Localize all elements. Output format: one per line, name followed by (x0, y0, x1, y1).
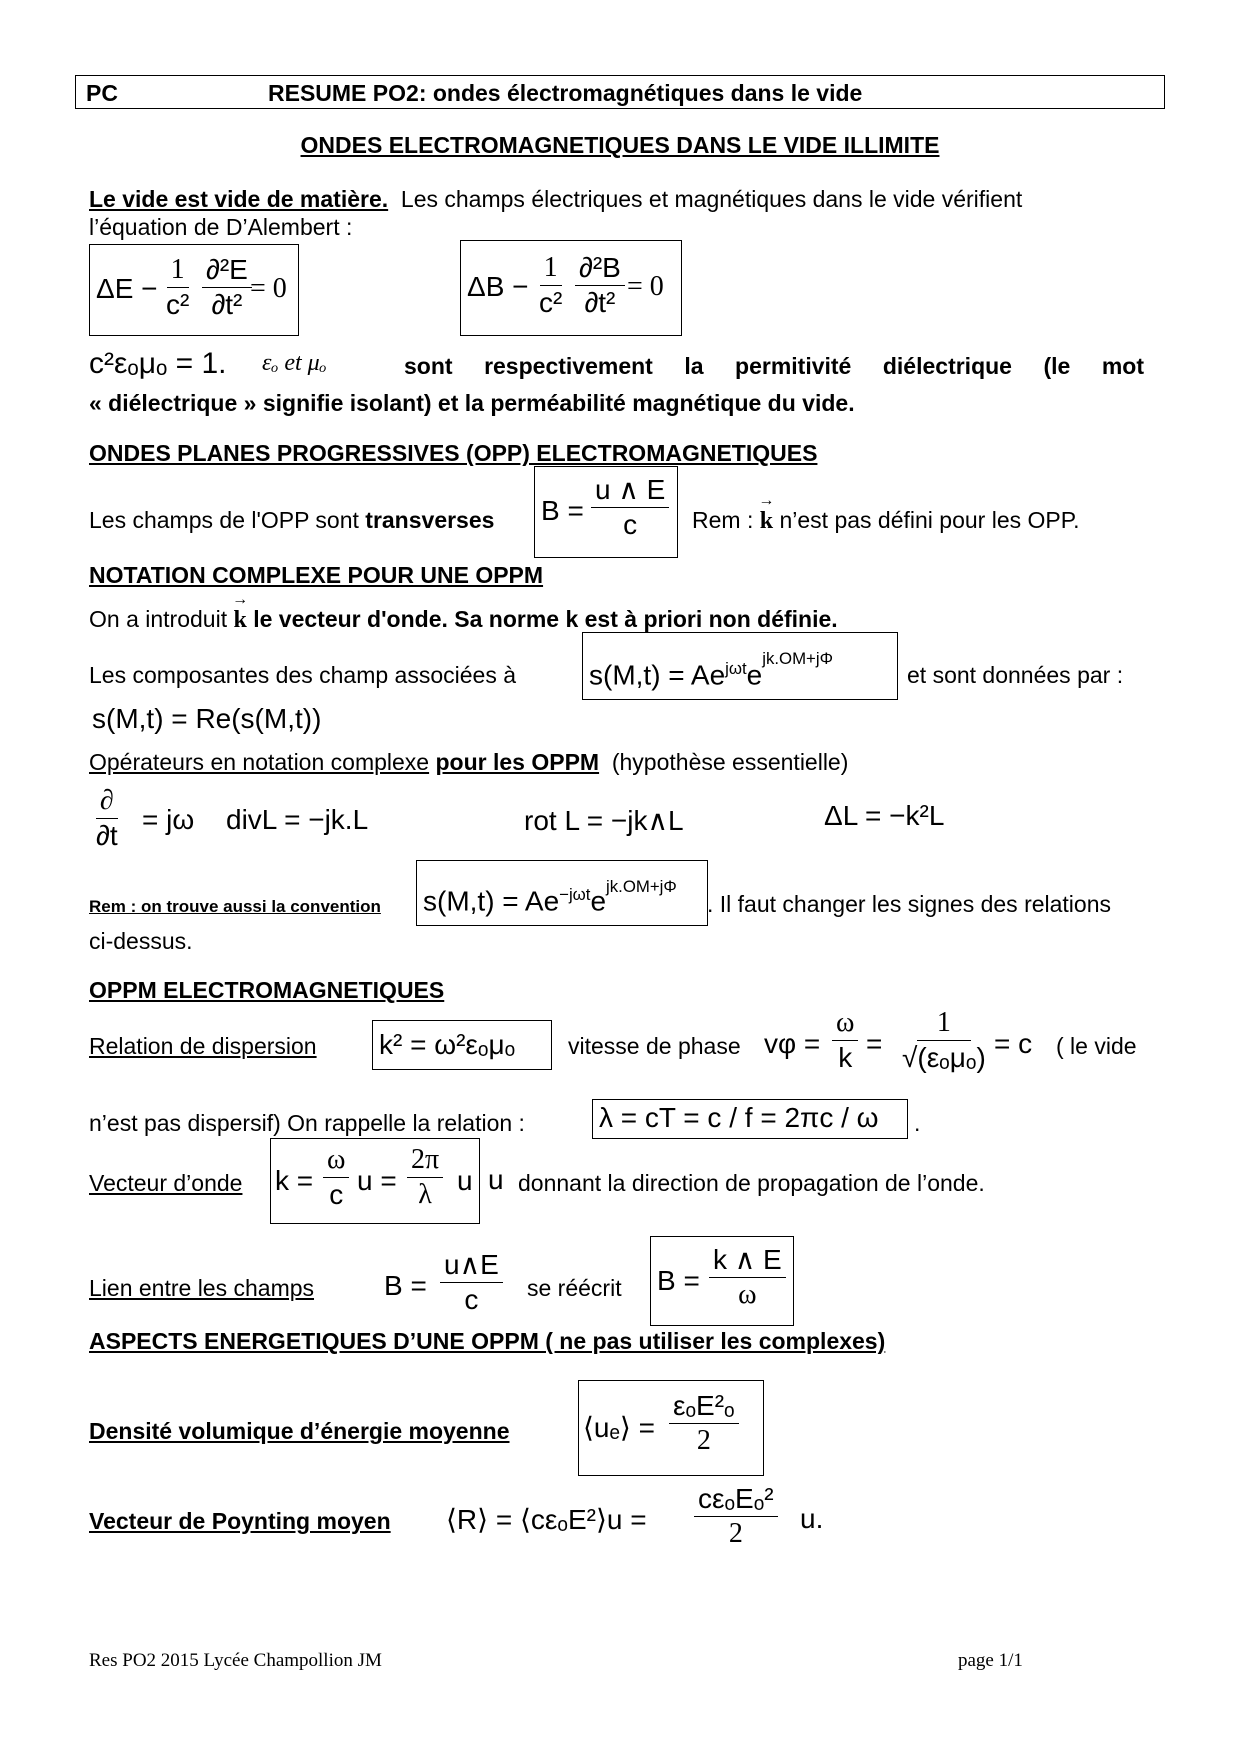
footer-left: Res PO2 2015 Lycée Champollion JM (89, 1650, 382, 1671)
opp-bold: transverses (365, 507, 495, 533)
constants-eq: c²εₒμₒ = 1. (89, 347, 227, 380)
energy-heading: ASPECTS ENERGETIQUES D’UNE OPPM ( ne pas utiliser les complexes) (89, 1328, 886, 1354)
convention-eq-s: s(M,t) = Ae (423, 885, 560, 917)
dalembert-e-lhs-text: ΔE (96, 273, 134, 304)
link-frac (440, 1248, 503, 1317)
density-frac (669, 1389, 739, 1458)
phase-frac2-den: √(εₒμₒ) (902, 1042, 986, 1073)
wave-f1 (323, 1143, 349, 1212)
opp-rem-text: n’est pas défini pour les OPP. (779, 507, 1080, 533)
oppm-line2: n’est pas dispersif) On rappelle la relation : (89, 1110, 525, 1136)
lambda-eq: λ = cT = c / f = 2πc / ω (599, 1102, 879, 1133)
dalembert-e-frac2 (202, 253, 252, 322)
dalembert-e-lhs: ΔE − (96, 273, 158, 304)
link-num: u∧E (440, 1248, 503, 1283)
dalembert-b-lhs: ΔB − (467, 271, 529, 302)
dispersion-label: Relation de dispersion (89, 1033, 317, 1059)
footer-right: page 1/1 (958, 1650, 1023, 1671)
operators-note: (hypothèse essentielle) (611, 749, 849, 775)
dalembert-b-box (460, 240, 682, 336)
dalembert-b-den: c² (539, 287, 563, 318)
phase-frac1 (832, 1006, 858, 1075)
convention-eq (423, 877, 677, 917)
wave-f2-num: 2π (407, 1143, 443, 1178)
link2-eq-box (650, 1236, 794, 1326)
opp-text: Les champs de l'OPP sont (89, 507, 359, 533)
dalembert-b-pnum: ∂²B (575, 251, 625, 286)
convention-eq-e: e (590, 885, 607, 917)
dalembert-b-pden: ∂t² (584, 287, 616, 318)
wave-after-u: u (488, 1164, 504, 1195)
convention-eq-exp2: jk.OM+jΦ (606, 877, 677, 896)
link2-lhs: B = (657, 1265, 700, 1296)
op1-frac (92, 784, 122, 853)
complex-eq-s: s(M,t) = Ae (589, 659, 726, 691)
dalembert-b-frac2 (575, 251, 625, 320)
op1-den: ∂t (96, 820, 118, 851)
wave-label: Vecteur d’onde (89, 1170, 243, 1196)
convention-after2: ci-dessus. (89, 928, 193, 954)
operators-label: Opérateurs en notation complexe (89, 749, 430, 775)
complex-intro (89, 604, 838, 635)
density-lhs: ⟨uₑ⟩ = (583, 1412, 655, 1443)
phase-eq-sign: = (866, 1028, 883, 1059)
density-den: 2 (696, 1425, 711, 1456)
opp-eq-frac (591, 473, 669, 542)
link2-den: ω (738, 1279, 757, 1310)
link-label: Lien entre les champs (89, 1275, 315, 1301)
wave-mid: u = (357, 1165, 397, 1196)
dalembert-e-pnum: ∂²E (202, 253, 252, 288)
phase-frac1-den: k (838, 1042, 853, 1073)
link-lhs: B = (384, 1270, 427, 1301)
convention-eq-box (416, 860, 708, 926)
convention-eq-exp1: −jωt (559, 885, 591, 904)
phase-frac2 (898, 1006, 990, 1075)
poynting-num: cεₒEₒ² (694, 1482, 778, 1517)
opp-eq-box (534, 466, 678, 558)
op4: ΔL = −k²L (824, 800, 945, 831)
complex-eq-exp1: jωt (725, 659, 747, 678)
main-title: ONDES ELECTROMAGNETIQUES DANS LE VIDE ILLIMITE (300, 132, 940, 158)
opp-rem-k: → k (760, 506, 773, 536)
poynting-den: 2 (728, 1518, 743, 1549)
operators-bold: pour les OPPM (435, 749, 600, 775)
header-title: RESUME PO2: ondes électromagnétiques dans le vide (268, 80, 863, 106)
dalembert-e-frac1 (162, 253, 193, 322)
dalembert-e-num: 1 (167, 253, 189, 288)
poynting-lhs: ⟨R⟩ = ⟨cεₒE²⟩u = (446, 1504, 647, 1535)
phase-frac1-num: ω (832, 1006, 858, 1041)
dalembert-b-lhs-text: ΔB (467, 271, 505, 302)
poynting-label: Vecteur de Poynting moyen (89, 1508, 391, 1534)
convention-label: Rem : on trouve aussi la convention (89, 897, 381, 916)
dalembert-e-rhs: = 0 (250, 273, 287, 304)
intro-lead: Le vide est vide de matière. (89, 186, 389, 212)
dalembert-e-box (89, 244, 299, 336)
intro-text1: Les champs électriques et magnétiques dans le vide vérifient (400, 186, 1023, 212)
opp-eq-den: c (623, 509, 638, 540)
dalembert-e-den: c² (166, 289, 190, 320)
constants-text1: sont respectivement la permitivité diélectrique (le mot (404, 353, 1144, 379)
phase-label: vitesse de phase (568, 1033, 741, 1059)
complex-intro-bold: le vecteur d'onde. Sa norme k est à priori non définie. (253, 606, 838, 632)
opp-rem (692, 505, 1080, 536)
link-den: c (464, 1284, 479, 1315)
complex-intro-text: On a introduit (89, 606, 228, 632)
constants-symbols: εₒ et μₒ (262, 350, 327, 376)
link-mid: se réécrit (527, 1275, 622, 1301)
density-num: εₒE²ₒ (669, 1389, 739, 1424)
phase-rhs: = c (994, 1028, 1033, 1059)
opp-eq-lhs: B = (541, 495, 584, 526)
complex-eq-box (582, 632, 898, 700)
dalembert-b-rhs: = 0 (627, 271, 664, 302)
density-label: Densité volumique d’énergie moyenne (89, 1418, 510, 1444)
wave-f1-den: c (329, 1179, 344, 1210)
opp-eq-num: u ∧ E (591, 473, 669, 508)
intro-line1 (89, 184, 1022, 214)
dalembert-b-frac1 (535, 251, 566, 320)
link2-frac (709, 1243, 786, 1312)
dispersion-eq-box (372, 1020, 552, 1070)
opp-heading: ONDES PLANES PROGRESSIVES (OPP) ELECTROMAGNETIQUES (89, 440, 818, 466)
wave-end: u (457, 1165, 473, 1196)
op1-rhs: = jω (142, 804, 195, 835)
link2-num: k ∧ E (709, 1243, 786, 1278)
op3: rot L = −jk∧L (524, 805, 684, 836)
complex-real-part: s(M,t) = Re(s(M,t)) (92, 703, 322, 734)
phase-after: ( le vide (1056, 1033, 1137, 1059)
header-left: PC (86, 80, 118, 106)
phase-frac2-num: 1 (917, 1006, 971, 1041)
poynting-end: u. (800, 1503, 824, 1534)
intro-line2: l’équation de D’Alembert : (89, 214, 353, 240)
complex-eq-e: e (746, 659, 763, 691)
wave-eq-box (270, 1138, 480, 1224)
density-eq-box (578, 1380, 764, 1476)
complex-components-after: et sont données par : (907, 662, 1124, 688)
dalembert-e-pden: ∂t² (211, 289, 243, 320)
constants-text2: « diélectrique » signifie isolant) et la perméabilité magnétique du vide. (89, 390, 855, 416)
wave-f2-den: λ (418, 1179, 432, 1210)
lambda-after: . (914, 1110, 921, 1136)
opp-text-line (89, 505, 494, 535)
complex-heading: NOTATION COMPLEXE POUR UNE OPPM (89, 562, 544, 588)
convention-after1: . Il faut changer les signes des relations (707, 891, 1112, 917)
header-box (75, 75, 1165, 109)
wave-after: donnant la direction de propagation de l’onde. (518, 1170, 985, 1196)
phase-lhs: vφ = (764, 1028, 821, 1059)
poynting-frac (694, 1482, 778, 1551)
complex-components-text: Les composantes des champ associées à (89, 662, 517, 688)
dispersion-eq: k² = ω²εₒμₒ (379, 1029, 516, 1060)
lambda-eq-box (592, 1099, 908, 1139)
complex-intro-k: → k (233, 605, 246, 635)
opp-rem-label: Rem : (692, 507, 754, 533)
dalembert-b-num: 1 (540, 251, 562, 286)
wave-eq-lhs: k = (275, 1165, 314, 1196)
op2: divL = −jk.L (226, 804, 369, 835)
wave-f1-num: ω (323, 1143, 349, 1178)
op1-num: ∂ (96, 784, 118, 819)
complex-eq-exp2: jk.OM+jΦ (762, 649, 833, 668)
wave-f2 (407, 1143, 443, 1212)
oppm-heading: OPPM ELECTROMAGNETIQUES (89, 977, 445, 1003)
operators-line (89, 747, 848, 777)
